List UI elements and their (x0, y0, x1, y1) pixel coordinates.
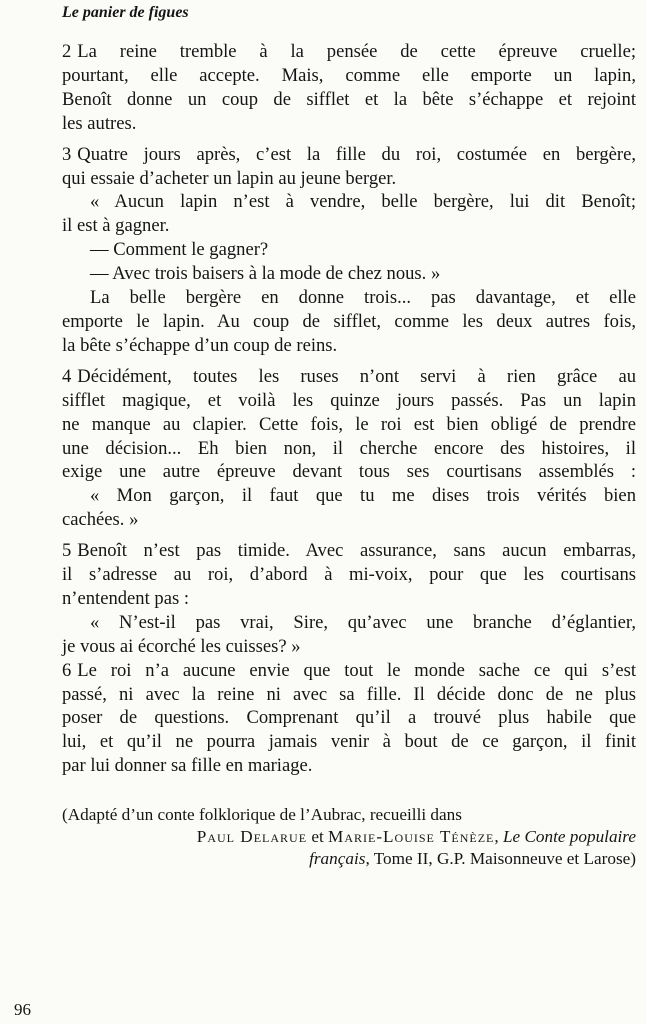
text-line: passé, ni avec la reine ni avec sa fille. Il décide donc de ne plus (62, 683, 636, 705)
citation-author: Paul Delarue (196, 827, 308, 847)
text-line: Benoît donne un coup de sifflet et la bête s’échappe et rejoint (62, 88, 636, 110)
section-2 (62, 40, 636, 136)
text-line: il s’adresse au roi, d’abord à mi-voix, pour que les courtisans (62, 564, 636, 586)
text-line: 2 La reine tremble à la pensée de cette épreuve cruelle; (62, 41, 636, 62)
text-line: la bête s’échappe d’un coup de reins. (62, 334, 338, 356)
text-line: n’entendent pas : (62, 587, 190, 609)
text-line: par lui donner sa fille en mariage. (62, 755, 313, 777)
section-number: 5 (62, 540, 72, 562)
text-line: sifflet magique, et voilà les quinze jours passés. Pas un lapin (62, 389, 636, 411)
dialogue-line: il est à gagner. (62, 215, 170, 237)
quote-line: je vous ai écorché les cuisses? » (62, 635, 301, 657)
text-line: 6 Le roi n’a aucune envie que tout le monde sache ce qui s’est (62, 659, 636, 681)
citation-author: Marie-Louise Ténèze (328, 827, 495, 847)
source-citation (62, 804, 636, 870)
text-line: 5 Benoît n’est pas timide. Avec assurance, sans aucun embarras, (62, 540, 636, 562)
citation-line: Paul Delarue et Marie-Louise Ténèze, Le Conte populaire (196, 827, 636, 847)
story-text (62, 40, 636, 870)
dialogue-line: « Aucun lapin n’est à vendre, belle bergère, lui dit Benoît; (90, 191, 636, 213)
section-number: 3 (62, 143, 72, 165)
text-line: les autres. (62, 112, 137, 134)
section-3 (62, 143, 636, 358)
text-line: 3 Quatre jours après, c’est la fille du roi, costumée en bergère, (62, 143, 636, 165)
citation-line: (Adapté d’un conte folklorique de l’Aubrac, recueilli dans (62, 805, 462, 825)
text-line: lui, et qu’il ne pourra jamais venir à bout de ce garçon, il finit (62, 731, 636, 753)
text-line: poser de questions. Comprenant qu’il a trouvé plus habile que (62, 707, 636, 729)
citation-book-title: français (309, 849, 366, 869)
dialogue-line: — Avec trois baisers à la mode de chez nous. » (90, 263, 441, 285)
section-5 (62, 539, 636, 659)
text-line: La belle bergère en donne trois... pas davantage, et elle (90, 287, 636, 309)
text-line: exige une autre épreuve devant tous ses courtisans assemblés : (62, 461, 636, 483)
section-4 (62, 365, 636, 532)
citation-book-title: Le Conte populaire (502, 827, 636, 847)
section-6 (62, 659, 636, 779)
running-header: Le panier de figues (62, 4, 189, 21)
section-number: 6 (62, 659, 72, 681)
text-line: 4 Décidément, toutes les ruses n’ont servi à rien grâce au (62, 365, 636, 387)
dialogue-line: — Comment le gagner? (90, 239, 269, 261)
section-number: 4 (62, 365, 72, 387)
quote-line: « Mon garçon, il faut que tu me dises trois vérités bien (90, 485, 636, 507)
text-line: une décision... Eh bien non, il cherche encore des histoires, il (62, 437, 636, 459)
citation-line: français, Tome II, G.P. Maisonneuve et Larose) (309, 849, 636, 869)
section-number: 2 (62, 41, 72, 62)
text-line: qui essaie d’acheter un lapin au jeune berger. (62, 167, 397, 189)
quote-line: « N’est-il pas vrai, Sire, qu’avec une branche d’églantier, (90, 611, 636, 633)
text-line: emporte le lapin. Au coup de sifflet, comme les deux autres fois, (62, 310, 636, 332)
text-line: ne manque au clapier. Cette fois, le roi est bien obligé de prendre (62, 413, 636, 435)
text-line: pourtant, elle accepte. Mais, comme elle emporte un lapin, (62, 64, 636, 86)
page-number: 96 (14, 1000, 31, 1019)
quote-line: cachées. » (62, 509, 139, 531)
